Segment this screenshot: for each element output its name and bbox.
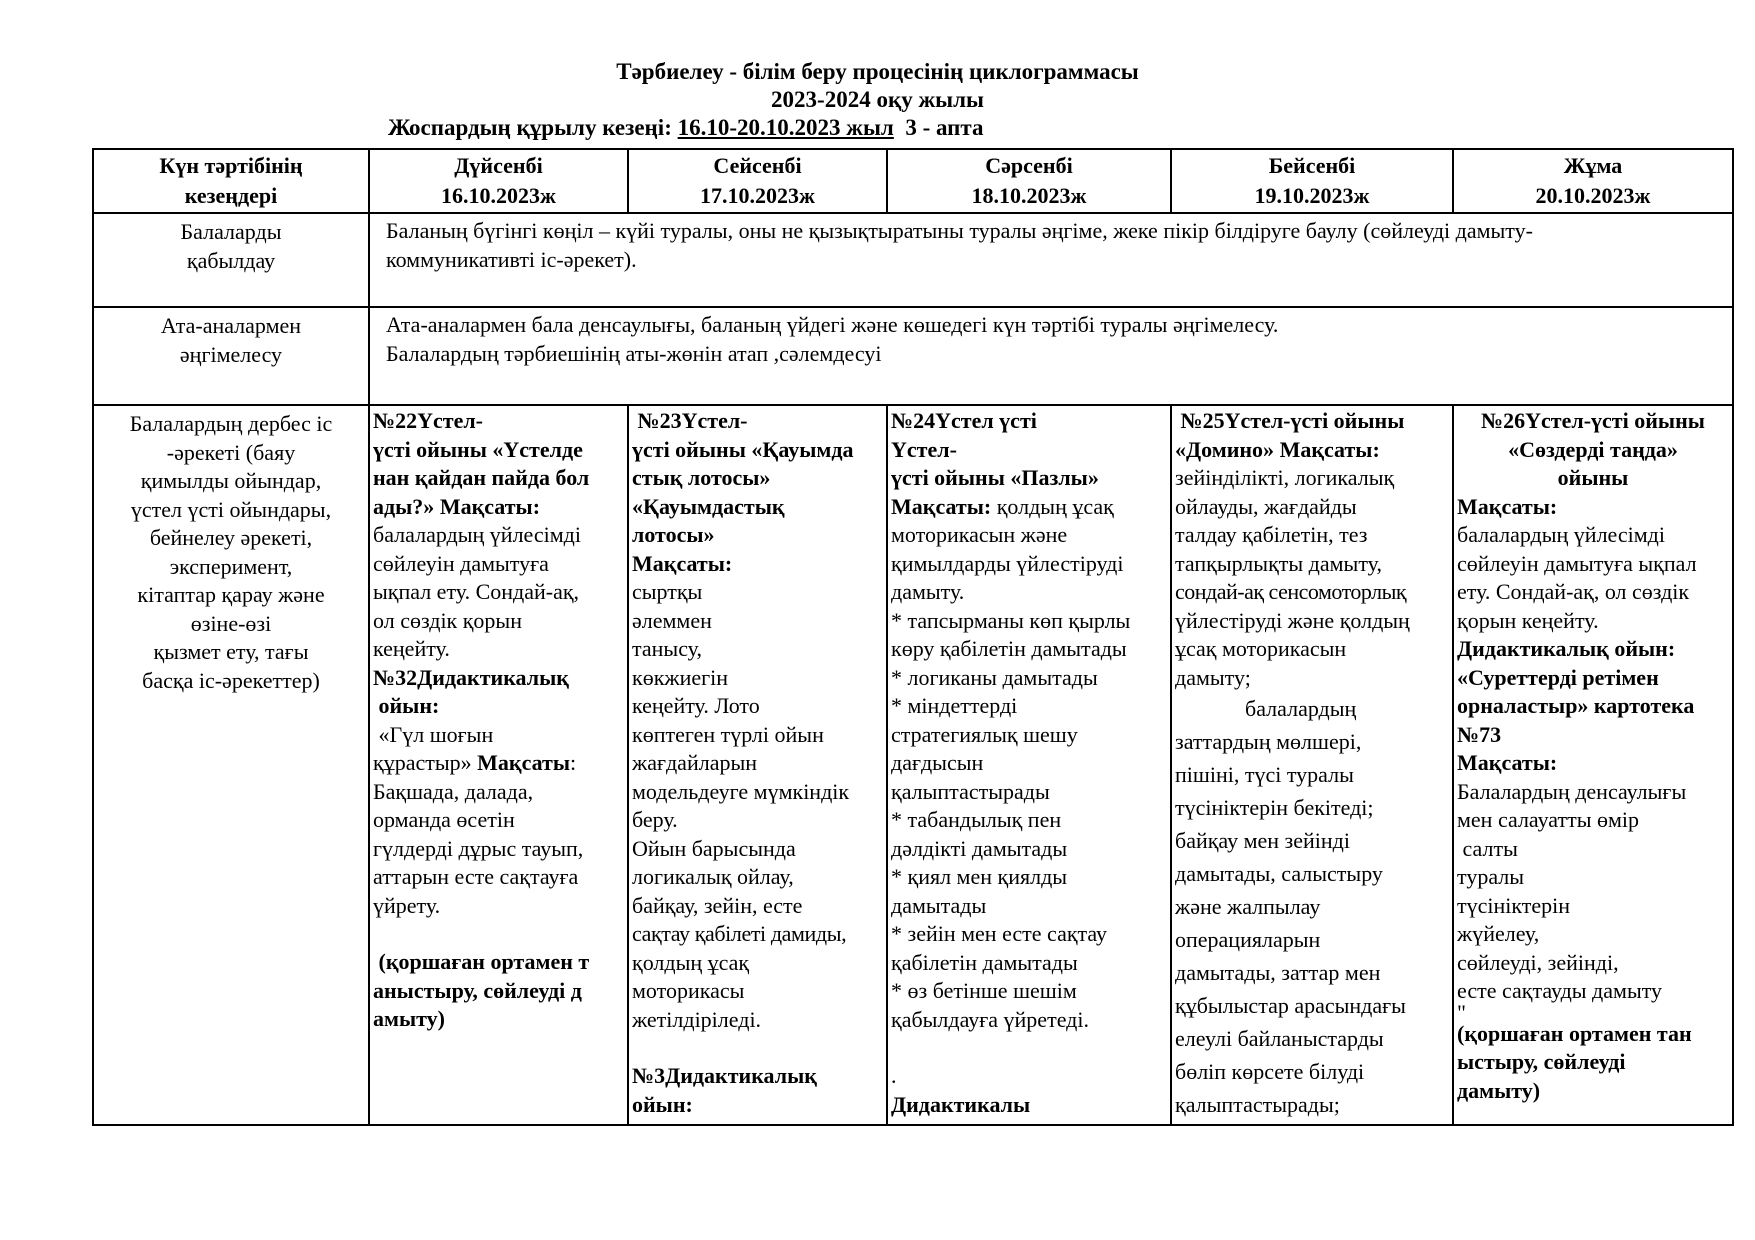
activity-cell-friday: №26Үстел-үсті ойыны «Сөздерді таңда» ойыны Мақсаты: балалардың үйлесімді сөйлеуін дамытуға ықпал ету. Сондай-ақ, ол сөздік қорын кеңейту. Дидактикалық ойын: «Суреттерді ретімен орналастыр» картотека №73 Мақсаты: Балалардың денсаулығы мен салауатты өмір салты туралы түсініктерін жүйелеу, сөйлеуді, зейінді, есте сақтауды дамыту " (қоршаған ортамен тан ыстыру, сөйлеуді дамыту) (1453, 405, 1733, 1125)
table-row (93, 307, 1733, 405)
activity-cell-thursday: №25Үстел-үсті ойыны «Домино» Мақсаты: зейінділікті, логикалық ойлауды, жағдайды талдау қабілетін, тез тапқырлықты дамыту, сондай-ақ сенсомоторлық үйлестіруді және қолдың ұсақ моторикасын дамыту; балалардың заттардың мөлшері, пішіні, түсі туралы түсініктерін бекітеді; байқау мен зейінді дамытады, салыстыру және жалпылау операцияларын дамытады, заттар мен құбылыстар арасындағы елеулі байланыстарды бөліп көрсете білуді қалыптастырады; (1171, 405, 1453, 1125)
row-head-reception: Балаларды қабылдау (93, 213, 369, 307)
cyclogram-table (92, 148, 1734, 1126)
schedule-stages-header: Күн тәртібінің кезеңдері (93, 149, 369, 213)
parents-text: Ата-аналармен бала денсаулығы, баланың үйдегі және көшедегі күн тәртібі туралы әңгімелесу. Балалардың тәрбиешінің аты-жөнін атап ,сәлемдесуі (369, 307, 1733, 405)
period-label: Жоспардың құрылу кезеңі (388, 115, 665, 140)
day-header-tuesday: Сейсенбі 17.10.2023ж (628, 149, 887, 213)
planning-period (0, 114, 1755, 142)
document-title: Тәрбиелеу - білім беру процесінің циклограммасы (616, 59, 1139, 84)
period-value: 16.10-20.10.2023 жыл (677, 115, 894, 140)
activity-cell-tuesday: №23Үстел- үсті ойыны «Қауымда стық лотосы» «Қауымдастық лотосы» Мақсаты: сыртқы әлеммен танысу, көкжиегін кеңейту. Лото көптеген түрлі ойын жағдайларын модельдеуге мүмкіндік беру. Ойын барысында логикалық ойлау, байқау, зейін, есте сақтау қабілеті дамиды, қолдың ұсақ моторикасы жетілдіріледі. №3Дидактикалық ойын: (628, 405, 887, 1125)
table-header-row (93, 149, 1733, 213)
activity-cell-wednesday: №24Үстел үсті Үстел- үсті ойыны «Пазлы» Мақсаты: қолдың ұсақ моторикасын және қимылдарды үйлестіруді дамыту. * тапсырманы көп қырлы көру қабілетін дамытады * логиканы дамытады * міндеттерді стратегиялық шешу дағдысын қалыптастырады * табандылық пен дәлдікті дамытады * қиял мен қиялды дамытады * зейін мен есте сақтау қабілетін дамытады * өз бетінше шешім қабылдауға үйретеді. . Дидактикалы (887, 405, 1171, 1125)
row-head-independent-activity: Балалардың дербес іс -әрекеті (баяу қимылды ойындар, үстел үсті ойындары, бейнелеу әрекеті, эксперимент, кітаптар қарау және өзіне-өзі қызмет ету, тағы басқа іс-әрекеттер) (93, 405, 369, 1125)
academic-year: 2023-2024 оқу жылы (771, 87, 984, 112)
table-row (93, 405, 1733, 1125)
reception-text: Баланың бүгінгі көңіл – күйі туралы, оны не қызықтыратыны туралы әңгіме, жеке пікір білдіруге баулу (сөйлеуді дамыту- коммуникативті іс-әрекет). (369, 213, 1733, 307)
day-header-friday: Жұма 20.10.2023ж (1453, 149, 1733, 213)
week-number: 3 - апта (905, 115, 984, 140)
table-row (93, 213, 1733, 307)
activity-cell-monday: №22Үстел- үсті ойыны «Үстелде нан қайдан пайда бол ады?» Мақсаты: балалардың үйлесімді сөйлеуін дамытуға ықпал ету. Сондай-ақ, ол сөздік қорын кеңейту. №32Дидактикалық ойын: «Гүл шоғын құрастыр» Мақсаты: Бақшада, далада, орманда өсетін гүлдерді дұрыс тауып, аттарын есте сақтауға үйрету. (қоршаған ортамен т аныстыру, сөйлеуді д амыту) (369, 405, 628, 1125)
day-header-thursday: Бейсенбі 19.10.2023ж (1171, 149, 1453, 213)
day-header-wednesday: Сәрсенбі 18.10.2023ж (887, 149, 1171, 213)
period-separator: : (664, 115, 678, 140)
document-header (0, 58, 1755, 142)
day-header-monday: Дүйсенбі 16.10.2023ж (369, 149, 628, 213)
row-head-parents: Ата-аналармен әңгімелесу (93, 307, 369, 405)
